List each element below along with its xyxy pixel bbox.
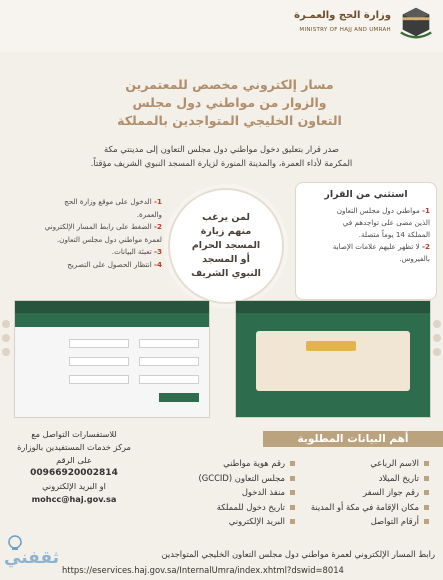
portal-link[interactable]: https://eservices.haj.gov.sa/InternalUmra/index.xhtml?dswid=8014 — [62, 565, 344, 575]
kaaba-logo-icon — [397, 4, 435, 42]
exception-line: بالفيروس. — [399, 254, 430, 263]
step-item — [14, 259, 162, 272]
step-item — [14, 246, 162, 259]
decorative-dots-right — [431, 320, 443, 360]
exception-item — [302, 205, 430, 241]
step-line: الدخول على موقع وزارة الحج — [64, 197, 152, 206]
step-number: 1- — [154, 197, 162, 206]
required-item: تاريخ دخول للمملكة — [157, 500, 295, 515]
visitor-circle-badge — [168, 188, 284, 304]
circle-line: أو المسجد — [202, 254, 250, 265]
contact-line: للاستفسارات التواصل مع — [31, 429, 117, 439]
form-next-button — [159, 393, 199, 402]
decision-line: صدر قرار بتعليق دخول مواطني دول مجلس التعاون إلى مدينتي مكة — [103, 144, 340, 154]
exception-line: الذين مضى على تواجدهم في — [342, 218, 430, 227]
required-item: تاريخ الميلاد — [301, 471, 429, 486]
decision-text — [14, 142, 429, 170]
required-item: أرقام التواصل — [301, 514, 429, 529]
steps-list — [8, 190, 168, 294]
contact-line: مركز خدمات المستفيدين بالوزارة — [17, 442, 131, 452]
step-line: تعبئة البيانات. — [111, 247, 152, 256]
ministry-name-en: MINISTRY OF HAJJ AND UMRAH — [299, 27, 391, 33]
required-item: مكان الإقامة في مكة أو المدينة — [301, 500, 429, 515]
title-line: مسار إلكتروني مخصص للمعتمرين — [125, 77, 334, 92]
decorative-dots-left — [0, 320, 12, 360]
circle-line: لمن يرغب — [202, 212, 250, 223]
exception-line: المملكة 14 يوماً متصلة. — [358, 230, 430, 239]
required-item: منفذ الدخول — [157, 485, 295, 500]
step-number: 4- — [154, 259, 162, 269]
contact-line: على الرقم — [56, 455, 92, 465]
exception-item — [302, 241, 430, 265]
portal-start-button — [306, 341, 356, 351]
ministry-name-ar: وزارة الحج والعمـرة — [294, 10, 391, 21]
exceptions-box — [295, 182, 437, 300]
exception-line: لا تظهر عليهم علامات الإصابة — [332, 242, 420, 251]
step-number: 3- — [154, 247, 162, 256]
portal-landing-screenshot — [235, 300, 431, 418]
required-data-column — [157, 456, 295, 529]
title-line: التعاون الخليجي المتواجدين بالمملكة — [117, 113, 342, 128]
circle-line: المسجد الحرام — [191, 240, 261, 251]
contact-info — [8, 428, 140, 528]
step-line: والعمرة. — [136, 209, 162, 219]
website-screenshots — [14, 300, 431, 418]
item-number: 2- — [422, 242, 430, 251]
watermark-logo: ثقفني — [4, 548, 59, 568]
portal-form-screenshot — [14, 300, 210, 418]
step-line: انتظار الحصول على التصريح — [67, 259, 152, 269]
step-item — [14, 196, 162, 221]
step-item — [14, 221, 162, 246]
contact-email: mohcc@haj.gov.sa — [31, 494, 117, 504]
page-title — [38, 76, 421, 130]
title-line: والزوار من مواطني دول مجلس — [132, 95, 327, 110]
contact-phone: 00966920002814 — [30, 468, 118, 478]
required-item: مجلس التعاون (GCCID) — [157, 471, 295, 486]
decision-line: المكرمة لأداء العمرة، والمدينة المنورة لزيارة المسجد النبوي الشريف مؤقتاً. — [90, 158, 353, 168]
step-number: 2- — [154, 222, 162, 231]
required-item: الاسم الرباعي — [301, 456, 429, 471]
item-number: 1- — [422, 206, 430, 215]
required-data-column — [301, 456, 429, 529]
footer-text: رابط المسار الإلكتروني لعمرة مواطني دول مجلس التعاون الخليجي المتواجدين — [161, 549, 435, 559]
header — [0, 0, 443, 52]
step-line: الضغط على رابط المسار الإلكتروني — [44, 222, 152, 231]
required-item: البريد الإلكتروني — [157, 514, 295, 529]
required-data-heading: أهم البيانات المطلوبة — [263, 431, 443, 447]
step-line: لعمرة مواطني دول مجلس التعاون. — [56, 234, 162, 244]
required-item: رقم هوية مواطني — [157, 456, 295, 471]
circle-line: النبوي الشريف — [191, 268, 261, 279]
circle-line: منهم زيارة — [200, 226, 252, 237]
required-item: رقم جواز السفر — [301, 485, 429, 500]
contact-email-label: او البريد الإلكتروني — [42, 481, 106, 491]
exceptions-title: استثني من القرار — [324, 189, 408, 200]
exception-line: مواطني دول مجلس التعاون — [336, 206, 420, 215]
